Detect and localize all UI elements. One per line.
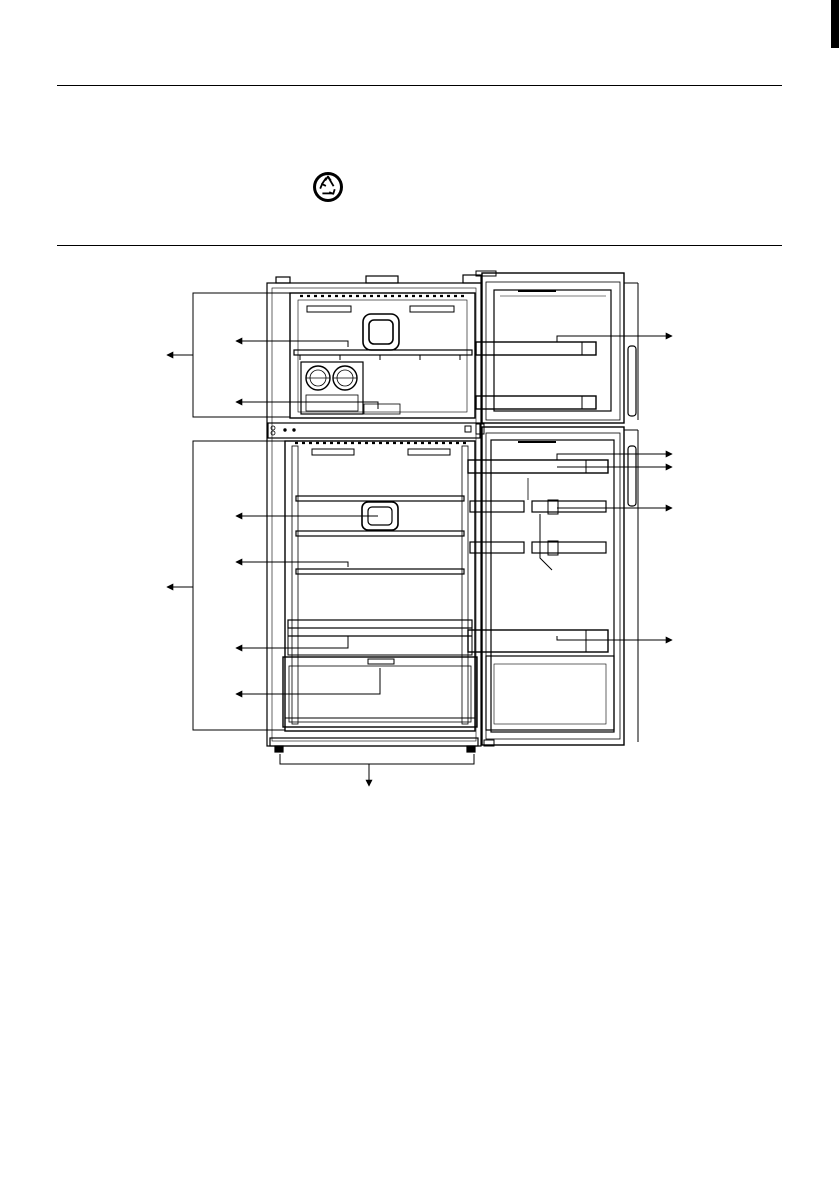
door-bin-small-left-1: [470, 501, 524, 512]
foot-right: [467, 746, 475, 752]
arrow-left-icon: [236, 341, 348, 347]
hinge-top-left: [276, 277, 290, 283]
control-panel: [268, 423, 484, 438]
cabinet: [267, 275, 481, 746]
fridge-door-handle: [628, 446, 636, 506]
freezer-compartment: [290, 293, 475, 418]
arrow-left-icon: [236, 402, 378, 409]
foot-left: [275, 746, 283, 752]
fridge-shelf-3: [296, 569, 464, 574]
ice-bin: [364, 404, 400, 414]
freezer-bracket: [193, 293, 290, 417]
fridge-shelf-2: [296, 531, 464, 536]
base: [270, 738, 478, 752]
freezer-door: [476, 271, 638, 423]
crisper-cover: [288, 620, 472, 628]
chiller-drawer: [288, 628, 472, 655]
base-bracket: [280, 754, 474, 764]
fridge-door: [468, 427, 638, 746]
fridge-shelf-1: [296, 496, 464, 501]
door-bin-small-right-1: [532, 501, 606, 512]
arrow-left-icon: [236, 668, 380, 694]
cabinet-outline: [267, 283, 481, 746]
fridge-bracket: [193, 441, 285, 730]
fridge-door-bin-bottom: [486, 656, 614, 730]
door-bin-small-left-2: [470, 542, 524, 553]
top-cap: [366, 276, 398, 283]
door-bin-small-right-2: [532, 542, 606, 553]
fridge-door-bin-large: [468, 630, 608, 652]
callout-brackets: [193, 293, 474, 764]
freezer-door-handle: [628, 346, 636, 416]
crisper-handle: [368, 659, 394, 664]
arrow-right-icon: [557, 336, 672, 342]
